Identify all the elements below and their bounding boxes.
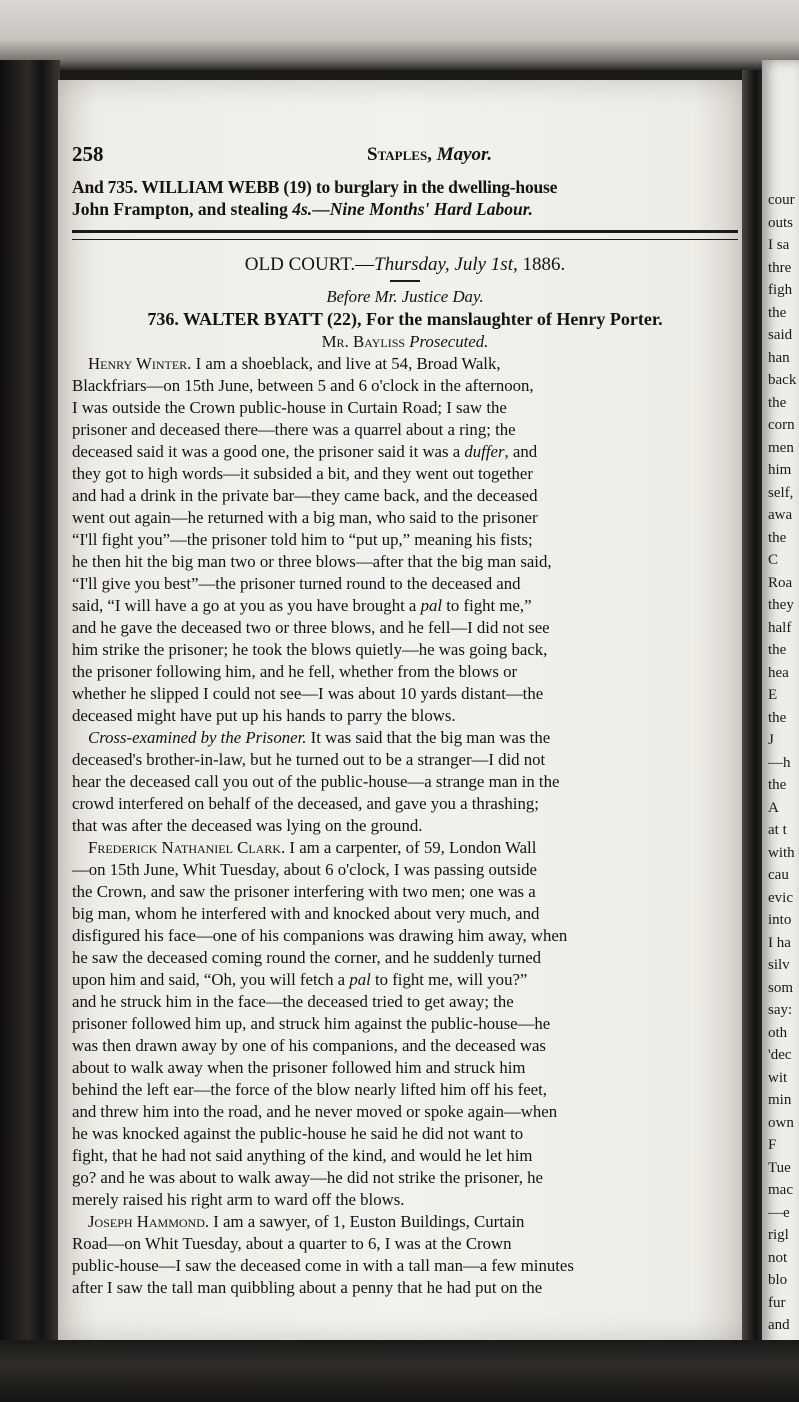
adjacent-page-word: the [768, 304, 787, 321]
adjacent-page-word: self, [768, 484, 794, 501]
text-line: behind the left ear—the force of the blow nearly lifted him off his feet, [72, 1080, 547, 1099]
text-line: him strike the prisoner; he took the blows quietly—he was going back, [72, 640, 548, 659]
scan-background-top [0, 0, 799, 70]
text-line: Henry Winter. I am a shoeblack, and live at 54, Broad Walk, [88, 354, 501, 373]
scan-background-bottom [0, 1340, 799, 1402]
case-heading: 736. WALTER BYATT (22), For the manslaughter of Henry Porter. [147, 309, 663, 329]
adjacent-page-word: J [768, 732, 774, 748]
adjacent-page-word: men [768, 439, 794, 456]
text-line: crowd interfered on behalf of the deceased, and gave you a thrashing; [72, 794, 539, 813]
book-spine-left [0, 60, 60, 1402]
text-line: he was knocked against the public-house he said he did not want to [72, 1124, 524, 1143]
adjacent-page-word: hea [768, 664, 789, 681]
page-content [72, 142, 738, 1299]
text-line: was then drawn away by one of his companions, and the deceased was [72, 1036, 546, 1055]
sentence: Nine Months' Hard Labour. [329, 199, 533, 219]
adjacent-page-word: at t [768, 822, 787, 838]
text-line: that was after the deceased was lying on the ground. [72, 816, 423, 835]
adjacent-page-word: blo [768, 1272, 788, 1288]
adjacent-page-word: outs [768, 214, 794, 231]
adjacent-page-word: I ha [768, 934, 791, 951]
adjacent-page-word: wit [768, 1069, 788, 1086]
adjacent-page-word: cour [768, 192, 795, 208]
text-line: went out again—he returned with a big man, who said to the prisoner [72, 508, 538, 527]
text-line: Cross-examined by the Prisoner. It was said that the big man was the [88, 728, 551, 747]
text-line: public-house—I saw the deceased come in with a tall man—a few minutes [72, 1256, 574, 1275]
text-line: and he struck him in the face—the deceased tried to get away; the [72, 992, 514, 1011]
running-title-name: Staples, [367, 144, 432, 165]
text-line: prisoner and deceased there—there was a quarrel about a ring; the [72, 420, 516, 439]
adjacent-page-word: E [768, 687, 778, 703]
adjacent-page-word: the [768, 709, 787, 726]
text-line: and had a drink in the private bar—they came back, and the deceased [72, 486, 538, 505]
adjacent-page-word: not [768, 1249, 788, 1266]
adjacent-page-word: said [768, 327, 793, 343]
book-gutter [742, 70, 764, 1360]
witness-name: Henry Winter. [88, 354, 192, 373]
adjacent-page-word: mac [768, 1182, 793, 1198]
adjacent-page-word: cau [768, 867, 789, 883]
cross-examination-label: Cross-examined by the Prisoner. [88, 728, 307, 747]
text-line: the prisoner following him, and he fell, whether from the blows or [72, 662, 518, 681]
text-line: Frederick Nathaniel Clark. I am a carpenter, of 59, London Wall [88, 838, 537, 857]
running-title-office: Mayor. [436, 144, 493, 165]
short-rule [390, 280, 420, 282]
adjacent-page-word: han [768, 349, 790, 366]
text-line: after I saw the tall man quibbling about a penny that he had put on the [72, 1278, 543, 1297]
adjacent-page-word: the [768, 777, 787, 793]
witness-name: Joseph Hammond. [88, 1212, 210, 1231]
adjacent-page-word: into [768, 912, 792, 928]
text-line: deceased said it was a good one, the prisoner said it was a duffer, and [72, 442, 538, 461]
adjacent-page-word: they [768, 597, 794, 613]
opening-line-2: John Frampton, and stealing 4s.—Nine Months' Hard Labour. [72, 199, 533, 219]
text-line: and he gave the deceased two or three blows, and he fell—I did not see [72, 618, 550, 637]
adjacent-page-word: I sa [768, 237, 790, 253]
text-line: and threw him into the road, and he never moved or spoke again—when [72, 1102, 558, 1121]
adjacent-page-word: figh [768, 282, 793, 298]
text-line: said, “I will have a go at you as you have brought a pal to fight me,” [72, 596, 532, 615]
text-line: “I'll fight you”—the prisoner told him to “put up,” meaning his fists; [72, 530, 533, 549]
adjacent-page-word: thre [768, 259, 792, 276]
judge-line: Before Mr. Justice Day. [326, 287, 484, 306]
prosecution-line: Mr. Bayliss Prosecuted. [321, 332, 489, 351]
page-number: 258 [72, 142, 104, 166]
adjacent-page-word: awa [768, 507, 793, 523]
adjacent-page-word: —e [768, 1204, 790, 1221]
text-line: whether he slipped I could not see—I was about 10 yards distant—the [72, 684, 544, 703]
text-line: the Crown, and saw the prisoner interfering with two men; one was a [72, 882, 536, 901]
witness-name: Frederick Nathaniel Clark. [88, 838, 286, 857]
text-line: deceased's brother-in-law, but he turned out to be a stranger—I did not [72, 750, 546, 769]
text-line: I was outside the Crown public-house in Curtain Road; I saw the [72, 398, 507, 417]
text-line: merely raised his right arm to ward off the blows. [72, 1190, 405, 1209]
text-line: he saw the deceased coming round the corner, and he suddenly turned [72, 948, 542, 967]
text-line: Road—on Whit Tuesday, about a quarter to 6, I was at the Crown [72, 1234, 512, 1253]
adjacent-page-fragment [762, 60, 799, 1360]
adjacent-page-word: own [768, 1114, 794, 1131]
running-title [367, 144, 492, 166]
testimony-frederick-clark [72, 837, 738, 1211]
court-heading: OLD COURT.—Thursday, July 1st, 1886. [244, 254, 566, 275]
text-line: disfigured his face—one of his companions was drawing him away, when [72, 926, 568, 945]
testimony-henry-winter [72, 353, 738, 727]
adjacent-page-word: silv [768, 957, 790, 973]
adjacent-page-word: Roa [768, 574, 793, 591]
adjacent-page-word: the [768, 529, 787, 546]
text-line: he then hit the big man two or three blows—after that the big man said, [72, 552, 552, 571]
adjacent-page-word: say: [768, 1002, 793, 1018]
text-line: they got to high words—it subsided a bit, and they went out together [72, 464, 533, 483]
adjacent-page-word: back [768, 372, 797, 388]
running-head [72, 142, 738, 176]
adjacent-page-word: C [768, 552, 779, 568]
text-line: Joseph Hammond. I am a sawyer, of 1, Euston Buildings, Curtain [88, 1212, 525, 1231]
adjacent-page-word: rigl [768, 1227, 789, 1243]
adjacent-page-word: with [768, 844, 795, 861]
text-line: fight, that he had not said anything of the kind, and would he let him [72, 1146, 533, 1165]
text-line: deceased might have put up his hands to parry the blows. [72, 706, 456, 725]
text-line: about to walk away when the prisoner followed him and struck him [72, 1058, 526, 1077]
adjacent-page-word: som [768, 979, 794, 996]
testimony-joseph-hammond [72, 1211, 738, 1299]
adjacent-page-word: evic [768, 889, 793, 906]
section-divider [72, 230, 738, 240]
adjacent-page-word: 'dec [768, 1047, 792, 1063]
adjacent-page-word: F [768, 1137, 777, 1153]
adjacent-page-word: oth [768, 1024, 788, 1041]
opening-line-1: And 735. WILLIAM WEBB (19) to burglary in the dwelling-house [72, 177, 558, 197]
adjacent-page-word: half [768, 619, 792, 636]
adjacent-page-word: him [768, 462, 792, 478]
adjacent-page-word: the [768, 642, 787, 658]
text-line: hear the deceased call you out of the public-house—a strange man in the [72, 772, 560, 791]
adjacent-page-word: and [768, 1317, 790, 1333]
adjacent-page-word: corn [768, 417, 795, 433]
text-line: go? and he was about to walk away—he did not strike the prisoner, he [72, 1168, 543, 1187]
text-line: upon him and said, “Oh, you will fetch a pal to fight me, will you?” [72, 970, 528, 989]
cross-examination [72, 727, 738, 837]
text-line: —on 15th June, Whit Tuesday, about 6 o'clock, I was passing outside [72, 860, 537, 879]
adjacent-page-word: fur [768, 1294, 786, 1311]
text-line: “I'll give you best”—the prisoner turned round to the deceased and [72, 574, 521, 593]
adjacent-page-word: Tue [768, 1159, 791, 1176]
text-line: Blackfriars—on 15th June, between 5 and 6 o'clock in the afternoon, [72, 376, 534, 395]
adjacent-page-word: the [768, 394, 787, 411]
text-line: prisoner followed him up, and struck him against the public-house—he [72, 1014, 551, 1033]
text-line: big man, whom he interfered with and knocked about very much, and [72, 904, 540, 923]
adjacent-page-word: A [768, 799, 779, 816]
adjacent-page-word: —h [768, 754, 791, 771]
adjacent-page-word: min [768, 1092, 792, 1108]
